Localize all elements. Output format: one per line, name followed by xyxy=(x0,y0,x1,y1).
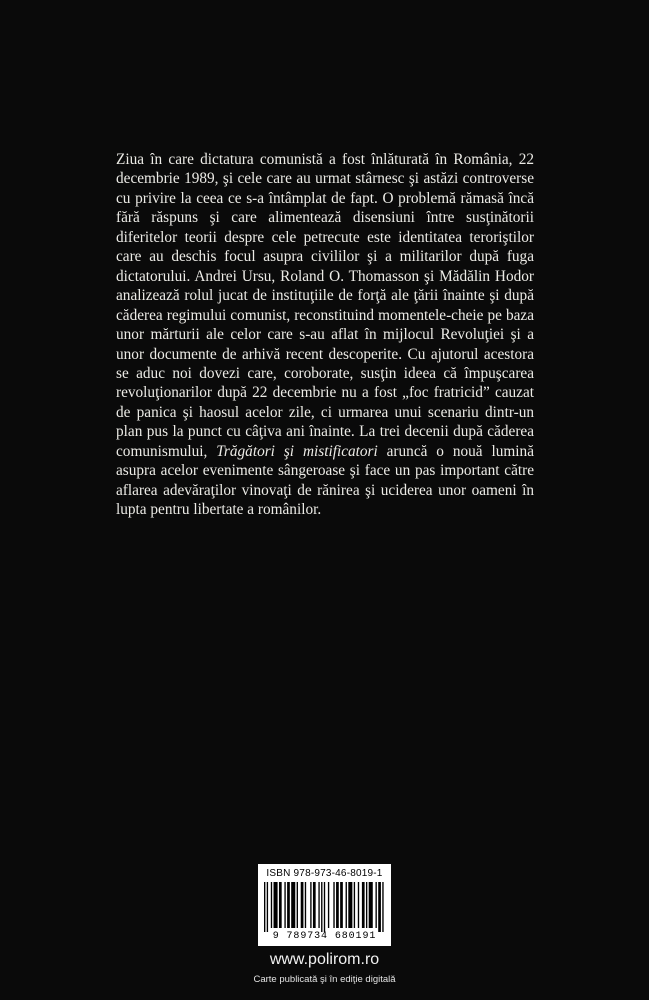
barcode-bar xyxy=(271,882,272,928)
blurb-text-part2: aruncă o nouă lumină asupra acelor evenimente sângeroase şi face un pas important către aflarea adevăraţilor vinovaţi de rănirea şi uciderea unor oameni în lupta pentru libertate a românilor. xyxy=(116,442,534,519)
barcode-bar xyxy=(369,882,373,928)
barcode-bar xyxy=(358,882,359,928)
barcode-digits: 9 789734 680191 xyxy=(272,931,377,942)
barcode-bar xyxy=(354,882,355,928)
barcode-bar xyxy=(267,882,268,932)
barcode-bar xyxy=(340,882,343,928)
barcode-bar xyxy=(382,882,383,932)
barcode-bar xyxy=(324,882,325,932)
book-title-italic: Trăgători şi mistificatori xyxy=(216,442,378,460)
barcode-bar xyxy=(378,882,381,932)
barcode-bar xyxy=(305,882,306,928)
publisher-url: www.polirom.ro xyxy=(269,951,380,968)
barcode-bar xyxy=(366,882,367,928)
barcode-bar xyxy=(264,882,265,932)
barcode-bar xyxy=(297,882,298,928)
barcode-bar xyxy=(348,882,352,928)
barcode-bar xyxy=(284,882,285,928)
barcode-bar xyxy=(279,882,282,928)
barcode-bar xyxy=(287,882,290,928)
barcode-bar xyxy=(362,882,365,928)
barcode-bar xyxy=(328,882,329,928)
barcode-bar xyxy=(318,882,319,928)
barcode-bar xyxy=(375,882,376,928)
barcode-bar xyxy=(301,882,304,928)
isbn-barcode-box xyxy=(258,864,391,946)
barcode-bar xyxy=(321,882,322,932)
barcode-bar xyxy=(310,882,311,928)
barcode-bar xyxy=(336,882,339,928)
isbn-label: ISBN 978-973-46-8019-1 xyxy=(266,868,383,879)
barcode-bar xyxy=(346,882,347,928)
barcode-bar xyxy=(291,882,295,928)
barcode-icon xyxy=(264,882,385,932)
barcode-bar xyxy=(313,882,316,928)
barcode-bar xyxy=(274,882,278,928)
barcode-bar xyxy=(333,882,334,928)
digital-edition-note: Carte publicată şi în ediţie digitală xyxy=(253,974,396,985)
cover-blurb xyxy=(116,150,534,520)
blurb-text-part1: Ziua în care dictatura comunistă a fost înlăturată în România, 22 decembrie 1989, şi cele care au urmat stârnesc şi astăzi controverse cu privire la ceea ce s-a întâmplat de fapt. O problemă rămasă încă fără răspuns şi care alimentează disensiuni între susţinătorii diferitelor teorii despre cele petrecute este identitatea teroriştilor care au deschis focul asupra civililor şi a militarilor după fuga dictatorului. Andrei Ursu, Roland O. Thomasson şi Mădălin Hodor analizează rolul jucat de instituţiile de forţă ale ţării înainte şi după căderea regimului comunist, reconstituind momentele-cheie pe baza unor mărturii ale celor care s-au aflat în mijlocul Revoluţiei şi a unor documente de arhivă recent descoperite. Cu ajutorul acestora se aduc noi dovezi care, coroborate, susţin ideea că împuşcarea revoluţionarilor după 22 decembrie nu a fost „foc fratricid” cauzat de panica şi haosul acelor zile, ci urmarea unui scenariu dintr-un plan pus la punct cu câţiva ani înainte. La trei decenii după căderea comunismului, xyxy=(116,151,534,460)
